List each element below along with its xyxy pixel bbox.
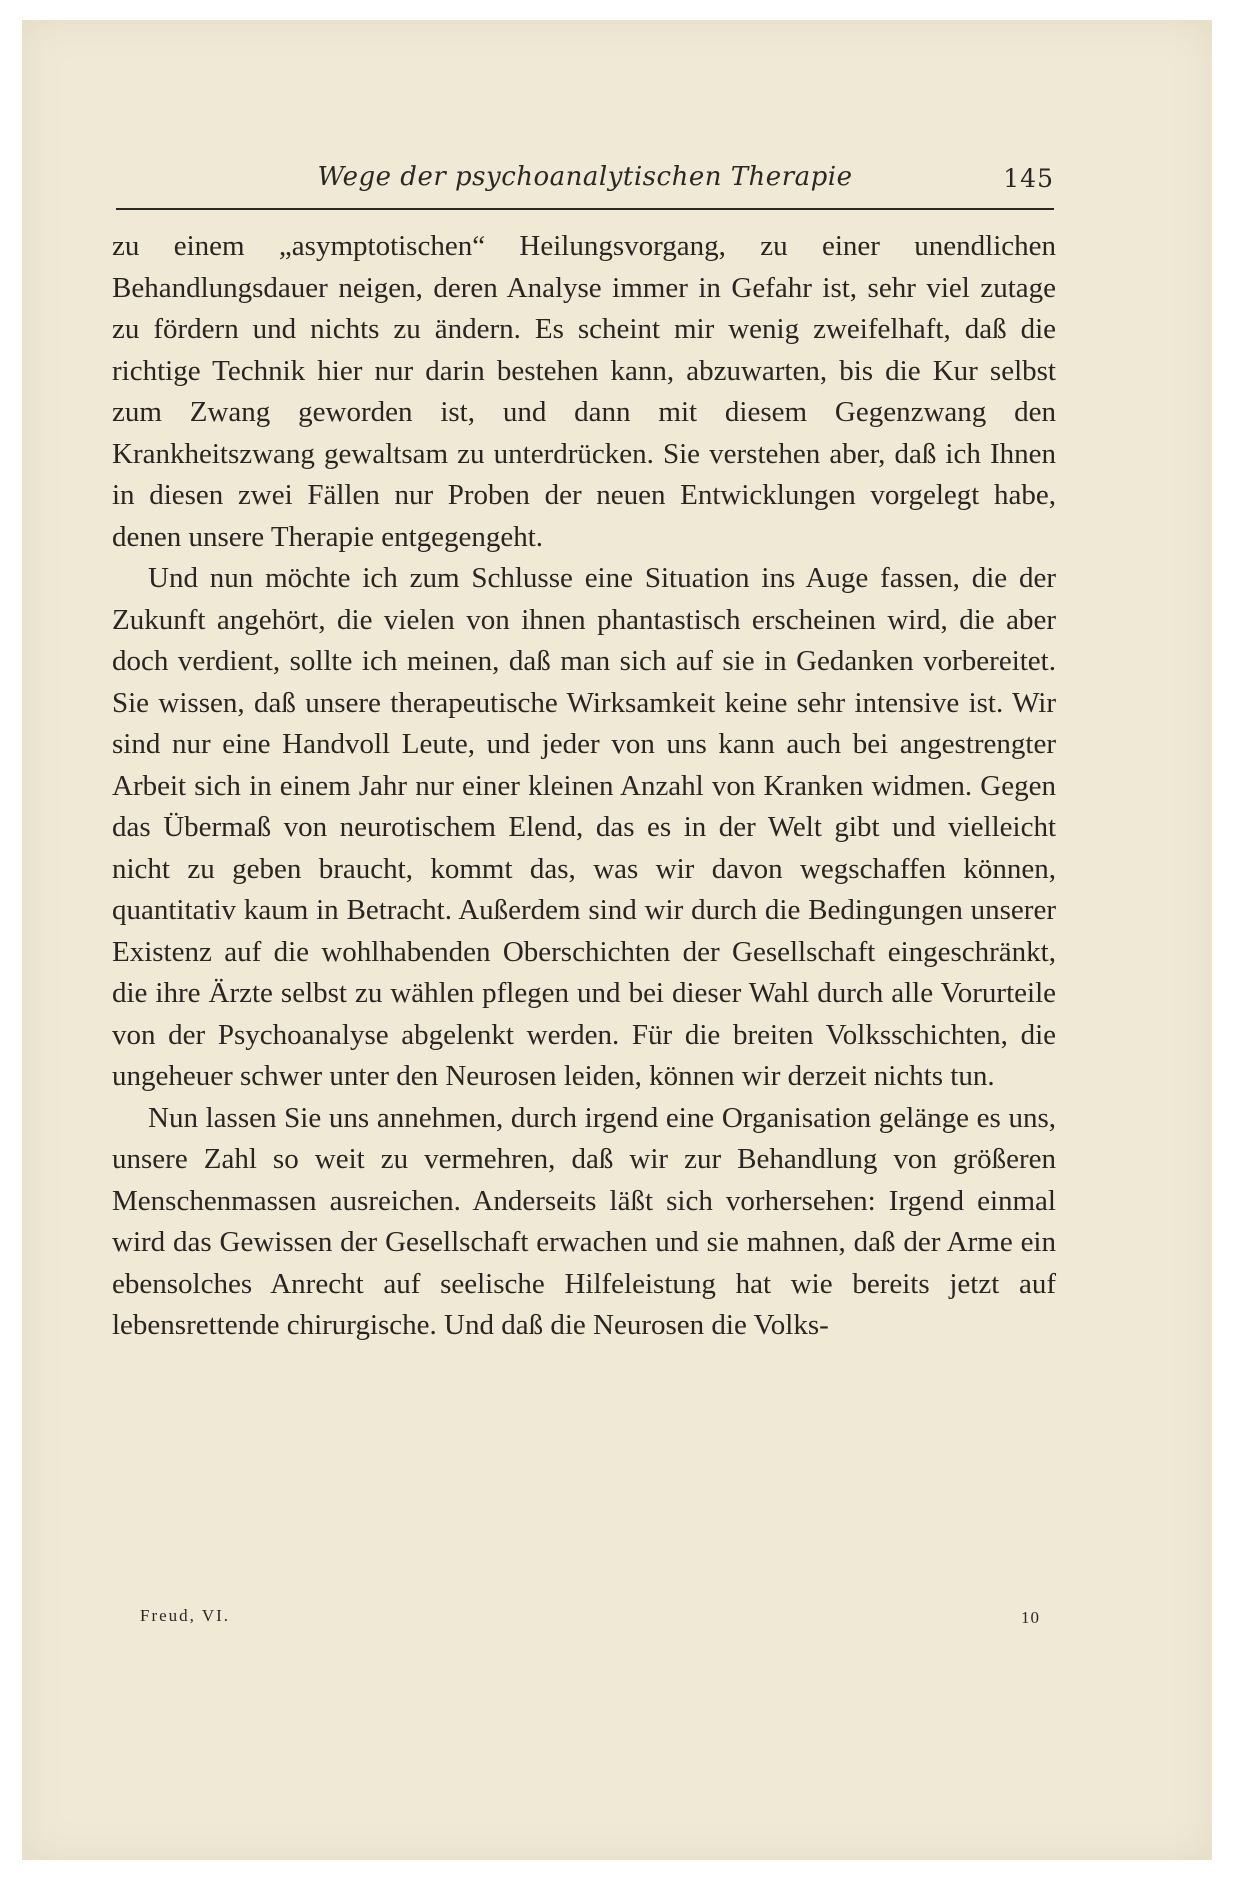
paragraph-2: Und nun möchte ich zum Schlusse eine Situation ins Auge fassen, die der Zukunft angehört, die vielen von ihnen phantastisch erscheinen wird, die aber doch verdient, sollte ich meinen, daß man sich auf sie in Gedanken vorbereitet. Sie wissen, daß unsere therapeutische Wirksamkeit keine sehr intensive ist. Wir sind nur eine Handvoll Leute, und jeder von uns kann auch bei angestrengter Arbeit sich in einem Jahr nur einer kleinen Anzahl von Kranken widmen. Gegen das Übermaß von neurotischem Elend, das es in der Welt gibt und vielleicht nicht zu geben braucht, kommt das, was wir davon wegschaffen können, quantitativ kaum in Betracht. Außerdem sind wir durch die Bedingungen unserer Existenz auf die wohlhabenden Oberschichten der Gesellschaft eingeschränkt, die ihre Ärzte selbst zu wählen pflegen und bei dieser Wahl durch alle Vorurteile von der Psychoanalyse abgelenkt werden. Für die breiten Volksschichten, die ungeheuer schwer unter den Neurosen leiden, können wir derzeit nichts tun. bbox=[112, 562, 1056, 1092]
page-number: 145 bbox=[1003, 164, 1054, 193]
page-footer bbox=[140, 1606, 1040, 1636]
paragraph-3: Nun lassen Sie uns annehmen, durch irgend eine Organisation gelänge es uns, unsere Zahl so weit zu vermehren, daß wir zur Behandlung von größeren Menschenmassen ausreichen. Anderseits läßt sich vorhersehen: Irgend einmal wird das Gewissen der Gesellschaft erwachen und sie mahnen, daß der Arme ein ebensolches Anrecht auf seelische Hilfeleistung hat wie bereits jetzt auf lebensrettende chirurgische. Und daß die Neurosen die Volks- bbox=[112, 1101, 1056, 1341]
paragraph-1: zu einem „asymptotischen“ Heilungsvorgang, zu einer unendlichen Behandlungsdauer neigen, deren Analyse immer in Gefahr ist, sehr viel zutage zu fördern und nichts zu ändern. Es scheint mir wenig zweifelhaft, daß die richtige Technik hier nur darin bestehen kann, abzuwarten, bis die Kur selbst zum Zwang geworden ist, und dann mit diesem Gegenzwang den Krankheitszwang gewaltsam zu unterdrücken. Sie verstehen aber, daß ich Ihnen in diesen zwei Fällen nur Proben der neuen Entwicklungen vorgelegt habe, denen unsere Therapie entgegengeht. bbox=[112, 230, 1056, 553]
body-text bbox=[112, 226, 1056, 1347]
sheet-number: 10 bbox=[1021, 1608, 1040, 1627]
running-title: Wege der psychoanalytischen Therapie bbox=[317, 162, 853, 192]
header-rule bbox=[116, 208, 1054, 210]
printer-signature: Freud, VI. bbox=[140, 1606, 231, 1625]
running-header bbox=[116, 160, 1054, 204]
